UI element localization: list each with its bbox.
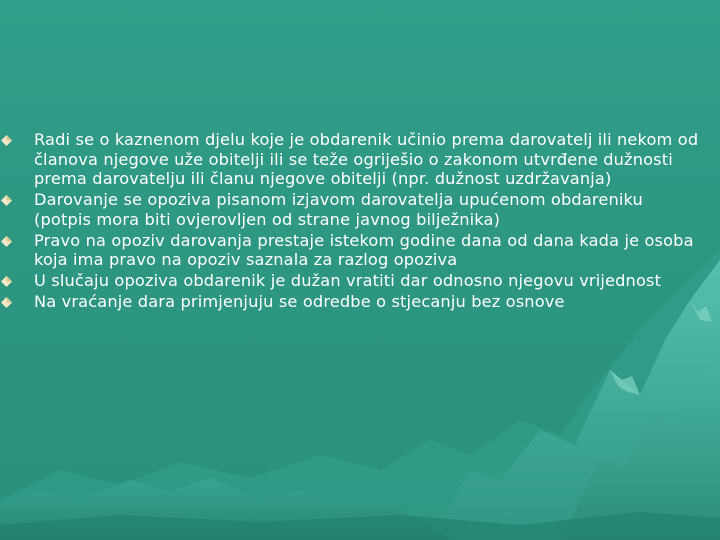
- bullet-text: U slučaju opoziva obdarenik je dužan vratiti dar odnosno njegovu vrijednost: [34, 271, 662, 290]
- bullet-list: [22, 130, 702, 313]
- bullet-item: [22, 130, 702, 189]
- bullet-text: Na vraćanje dara primjenjuju se odredbe o stjecanju bez osnove: [34, 292, 565, 311]
- bullet-text: Radi se o kaznenom djelu koje je obdarenik učinio prema darovatelj ili nekom od članova njegove uže obitelji ili se teže ogriješio o zakonom utvrđene dužnosti prema darovatelju ili članu njegove obitelji (npr. dužnost uzdržavanja): [34, 130, 699, 188]
- bullet-text: Darovanje se opoziva pisanom izjavom darovatelja upućenom obdareniku (potpis mora biti ovjerovljen od strane javnog bilježnika): [34, 190, 643, 229]
- bullet-item: [22, 292, 702, 312]
- diamond-bullet-icon: [1, 297, 12, 308]
- diamond-bullet-icon: [1, 135, 12, 146]
- bullet-text: Pravo na opoziv darovanja prestaje istekom godine dana od dana kada je osoba koja ima pravo na opoziv saznala za razlog opoziva: [34, 230, 694, 269]
- bullet-item: [22, 190, 702, 229]
- diamond-bullet-icon: [1, 195, 12, 206]
- diamond-bullet-icon: [1, 236, 12, 247]
- diamond-bullet-icon: [1, 276, 12, 287]
- bullet-item: [22, 271, 702, 291]
- bullet-item: [22, 231, 702, 270]
